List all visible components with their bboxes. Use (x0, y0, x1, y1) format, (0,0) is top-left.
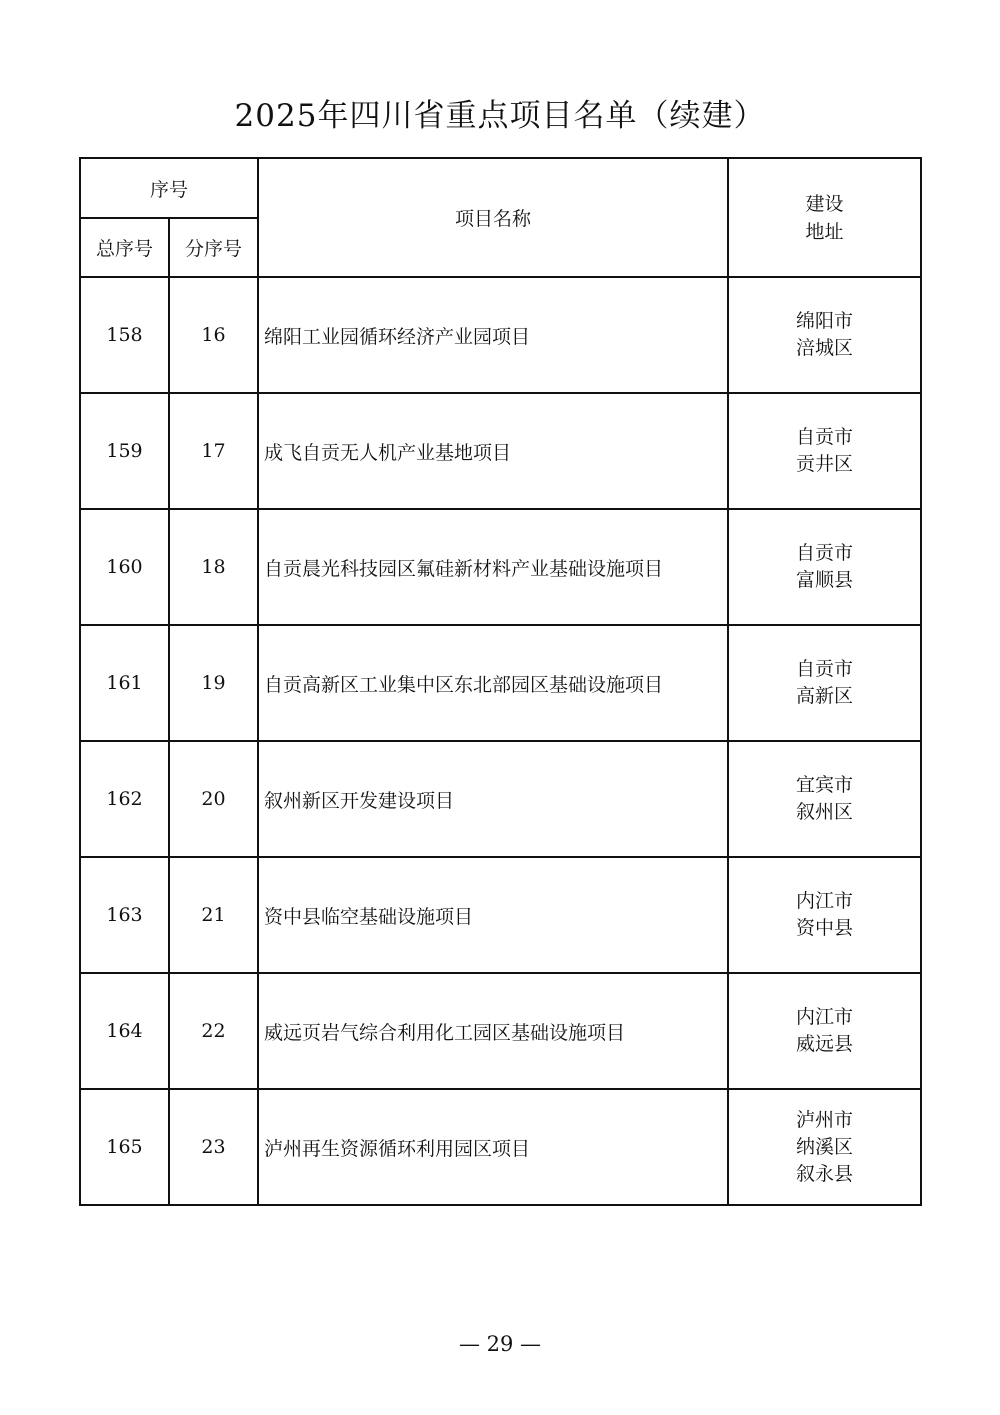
location-cell (728, 393, 921, 509)
sub-seq-cell: 21 (169, 857, 258, 973)
project-name-cell: 资中县临空基础设施项目 (258, 857, 728, 973)
table-row (80, 741, 921, 857)
project-name-cell: 叙州新区开发建设项目 (258, 741, 728, 857)
location-line: 叙永县 (796, 1162, 854, 1185)
sub-seq-cell: 19 (169, 625, 258, 741)
location-cell (728, 973, 921, 1089)
location-cell (728, 1089, 921, 1205)
header-location-line2: 地址 (805, 220, 844, 243)
sub-seq-cell: 23 (169, 1089, 258, 1205)
project-name-cell: 威远页岩气综合利用化工园区基础设施项目 (258, 973, 728, 1089)
table-header (80, 158, 921, 277)
table-row (80, 509, 921, 625)
page-number: — 29 — (458, 1332, 542, 1356)
project-name-cell: 自贡高新区工业集中区东北部园区基础设施项目 (258, 625, 728, 741)
location-line: 宜宾市 (796, 774, 854, 796)
total-seq-cell: 158 (80, 277, 169, 393)
table-row (80, 857, 921, 973)
location-line: 威远县 (796, 1033, 854, 1055)
sub-seq-cell: 18 (169, 509, 258, 625)
project-name-cell: 自贡晨光科技园区氟硅新材料产业基础设施项目 (258, 509, 728, 625)
location-cell (728, 625, 921, 741)
project-name-cell: 成飞自贡无人机产业基地项目 (258, 393, 728, 509)
header-total-seq: 总序号 (80, 218, 169, 277)
table-row (80, 1089, 921, 1205)
sub-seq-cell: 17 (169, 393, 258, 509)
header-location-line1: 建设 (805, 192, 844, 215)
location-cell (728, 741, 921, 857)
total-seq-cell: 160 (80, 509, 169, 625)
page-title: 2025年四川省重点项目名单（续建） (234, 98, 766, 134)
sub-seq-cell: 20 (169, 741, 258, 857)
table-row (80, 393, 921, 509)
location-line: 自贡市 (796, 542, 854, 564)
table-row (80, 973, 921, 1089)
header-location (728, 158, 921, 277)
location-line: 资中县 (796, 917, 854, 939)
project-name-cell: 绵阳工业园循环经济产业园项目 (258, 277, 728, 393)
header-seq-group: 序号 (80, 158, 258, 218)
total-seq-cell: 159 (80, 393, 169, 509)
location-line: 内江市 (796, 1006, 854, 1028)
header-row (80, 158, 921, 218)
table-body (80, 277, 921, 1205)
location-line: 绵阳市 (796, 310, 854, 332)
header-project-name: 项目名称 (258, 158, 728, 277)
header-sub-seq: 分序号 (169, 218, 258, 277)
location-line: 贡井区 (796, 453, 854, 475)
total-seq-cell: 164 (80, 973, 169, 1089)
location-line: 自贡市 (796, 658, 854, 680)
location-line: 泸州市 (796, 1108, 854, 1131)
location-line: 纳溪区 (796, 1135, 854, 1158)
table-row (80, 625, 921, 741)
sub-seq-cell: 22 (169, 973, 258, 1089)
location-cell (728, 857, 921, 973)
location-line: 内江市 (796, 890, 854, 912)
location-cell (728, 509, 921, 625)
location-line: 高新区 (796, 685, 854, 707)
location-line: 涪城区 (796, 337, 854, 359)
total-seq-cell: 161 (80, 625, 169, 741)
location-line: 自贡市 (796, 426, 854, 448)
location-cell (728, 277, 921, 393)
location-line: 叙州区 (796, 801, 854, 823)
total-seq-cell: 162 (80, 741, 169, 857)
sub-seq-cell: 16 (169, 277, 258, 393)
total-seq-cell: 165 (80, 1089, 169, 1205)
project-table (79, 157, 922, 1206)
project-name-cell: 泸州再生资源循环利用园区项目 (258, 1089, 728, 1205)
table-row (80, 277, 921, 393)
location-line: 富顺县 (796, 569, 854, 591)
total-seq-cell: 163 (80, 857, 169, 973)
